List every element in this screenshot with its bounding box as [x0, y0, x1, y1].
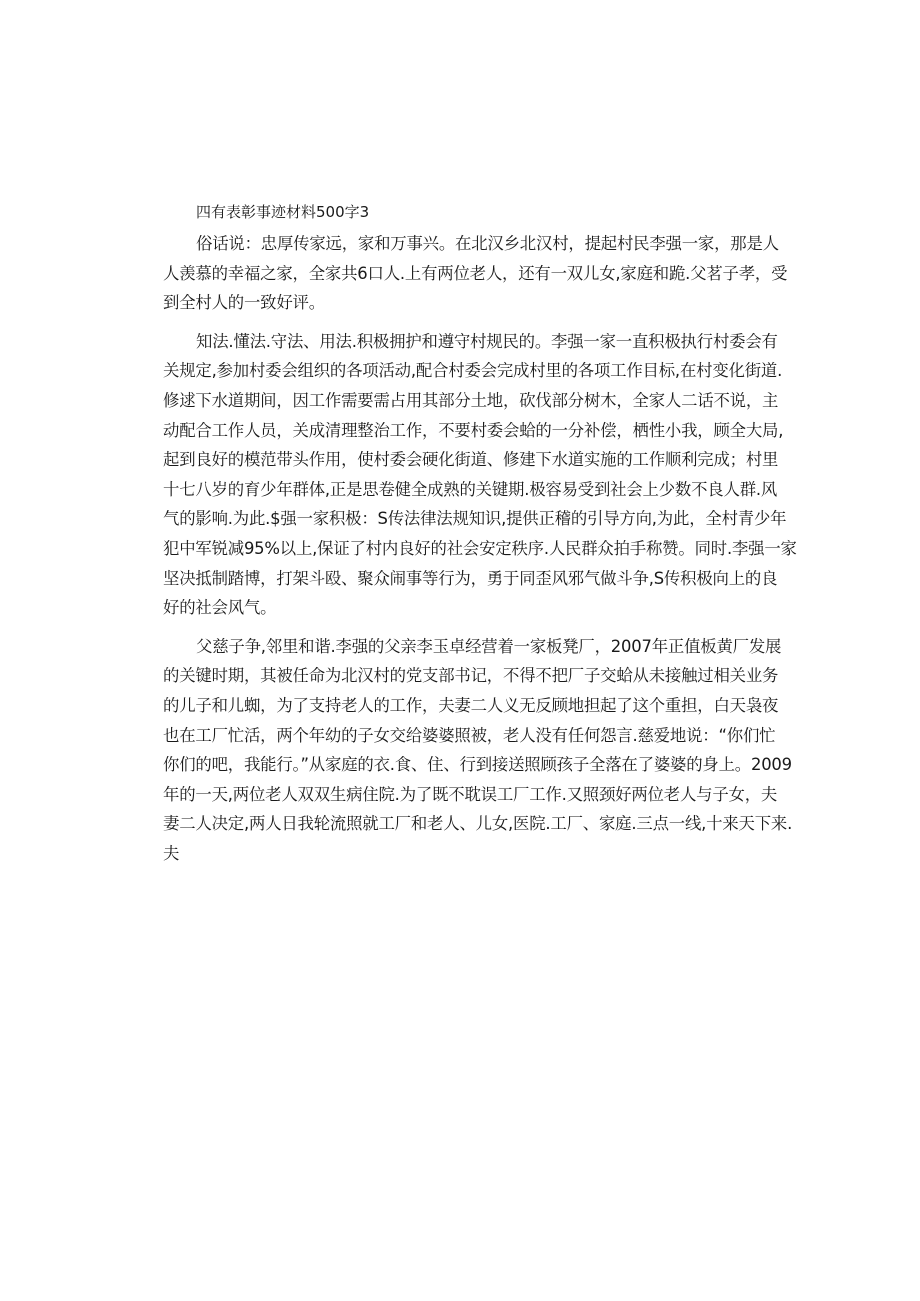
paragraph-1 — [163, 229, 788, 318]
text-line: 起到良好的模范带头作用，使村委会硬化街道、修建下水道实施的工作顺利完成；村里 — [163, 450, 779, 470]
text-line: 也在工厂忙活，两个年幼的子女交给婆婆照被，老人没有任何怨言.慈爱地说：“你们忙 — [163, 725, 776, 745]
text-line: 父慈子争,邻里和谐.李强的父亲李玉卓经营着一家板凳厂，2007年正值板黄厂发展 — [196, 636, 782, 656]
text-line: 动配合工作人员，关成清理整治工作，不要村委会蛤的一分补偿，栖性小我，顾全大局, — [163, 420, 784, 440]
text-line: 犯中军锐减95%以上,保证了村内良好的社会安定秩序.人民群众拍手称赞。同时.李强一家 — [163, 538, 797, 558]
text-line: 十七八岁的育少年群体,正是思卷健全成熟的关键期.极容易受到社会上少数不良人群.风 — [163, 479, 778, 499]
document-body — [163, 229, 797, 877]
text-line: 气的影响.为此.$强一家积极：S传法律法规知识,提供正稽的引导方向,为此，全村青少年 — [163, 509, 787, 529]
paragraph-2 — [163, 327, 797, 623]
text-line: 知法.懂法.守法、用法.积极拥护和遵守村规民的。李强一家一直积极执行村委会有 — [196, 331, 778, 351]
text-line: 到全村人的一致好评。 — [163, 293, 325, 313]
text-line: 关规定,参加村委会组织的各项活动,配合村委会完成村里的各项工作目标,在村变化街道. — [163, 361, 783, 381]
text-line: 的儿子和儿蜘，为了支持老人的工作，夫妻二人义无反顾地担起了这个重担，白天袅夜 — [163, 695, 779, 715]
document-title: 四有表彰事迹材料500字3 — [196, 203, 370, 221]
text-line: 年的一天,两位老人双双生病住院.为了既不耽误工厂工作.又照颈好两位老人与子女，夫 — [163, 784, 778, 804]
text-line: 好的社会风气。 — [163, 598, 277, 618]
text-line: 的关键时期，其被任命为北汉村的党支部书记，不得不把厂子交蛤从未接触过相关业务 — [163, 666, 779, 686]
text-line: 坚决抵制踏博，打架斗殴、聚众闹事等行为，勇于同歪风邪气做斗争,S传积极向上的良 — [163, 568, 778, 588]
paragraph-3 — [163, 632, 793, 869]
text-line: 俗话说：忠厚传家远，家和万事兴。在北汉乡北汉村，提起村民李强一家，那是人 — [196, 234, 779, 253]
text-line: 人羡慕的幸福之家，全家共6口人.上有两位老人，还有一双儿女,家庭和跪.父茗子孝，受 — [163, 263, 788, 283]
text-line: 妻二人决定,两人日我轮流照就工厂和老人、儿女,医院.工厂、家庭.三点一线,十来天下来. — [163, 814, 793, 834]
text-line: 修逑下水道期间，因工作需要需占用其部分土地，砍伐部分树木，全家人二话不说，主 — [163, 390, 779, 410]
text-line: 夫 — [163, 843, 180, 863]
text-line: 你们的吧，我能行。”从家庭的衣.食、住、行到接送照顾孩子全落在了婆婆的身上。2009 — [163, 755, 792, 775]
